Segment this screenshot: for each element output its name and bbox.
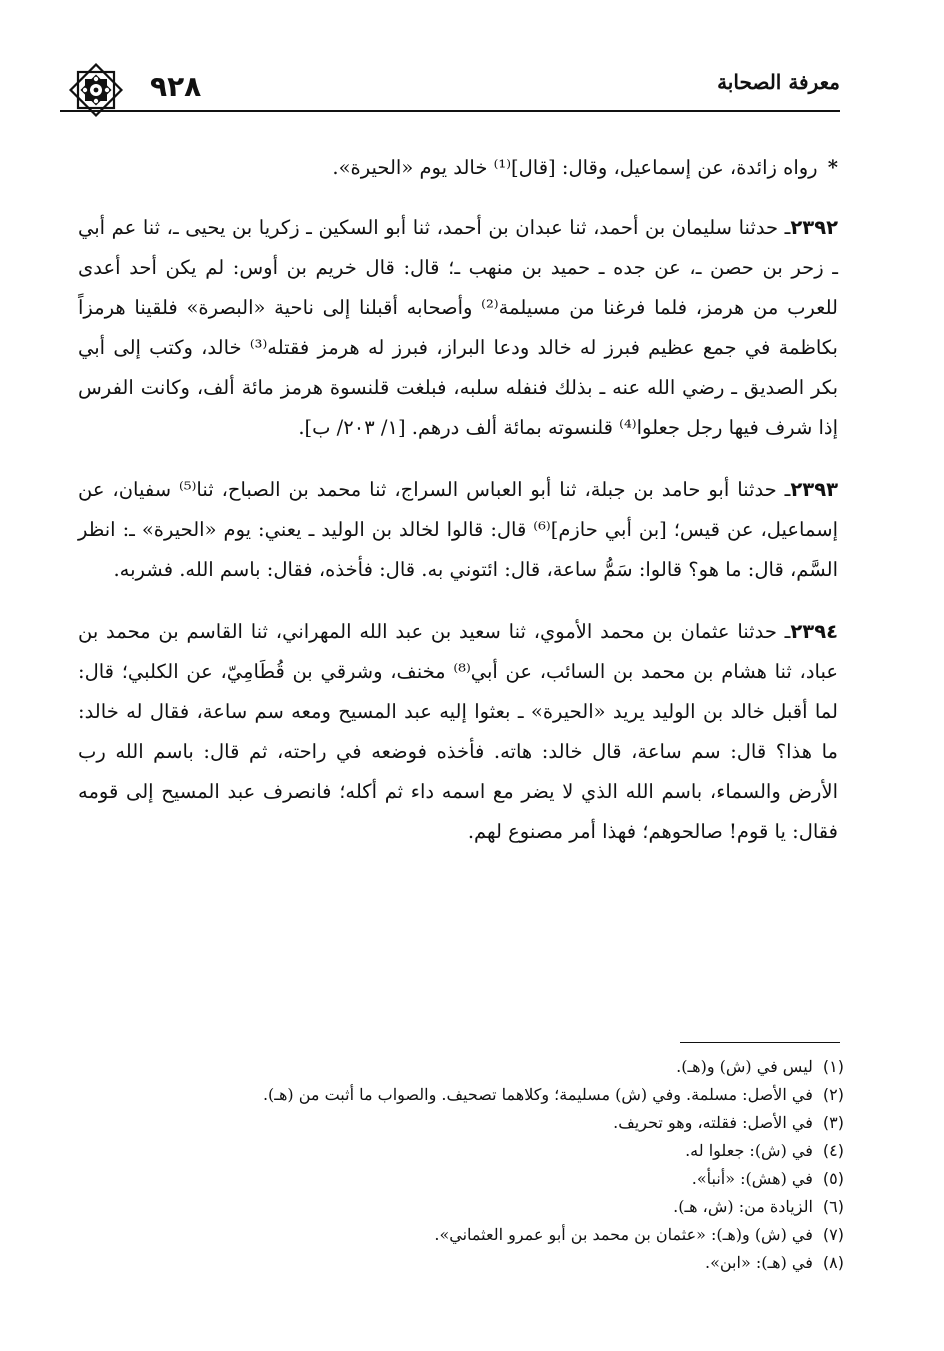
footnote-mark: (١) [822,1057,844,1076]
footnote-mark: (٥) [822,1169,844,1188]
footnote [84,1193,844,1221]
footnote-mark: (٤) [822,1141,844,1160]
hadith-number: ٢٣٩٣ [790,478,838,501]
hadith-paragraph [78,612,838,852]
footnote-mark: (٢) [822,1085,844,1104]
hadith-number: ٢٣٩٢ [790,216,838,239]
intro-note [78,148,838,188]
footnote-text: ليس في (ش) و(هـ). [676,1057,813,1076]
page-number: ٩٢٨ [150,70,202,103]
footnote-text: في (ش): جعلوا له. [685,1141,813,1160]
hadith-paragraph [78,208,838,448]
footnote-text: في الأصل: مسلمة. وفي (ش) مسليمة؛ وكلاهما تصحيف. والصواب ما أثبت من (هـ). [262,1085,813,1104]
footnote-mark: (٧) [822,1225,844,1244]
footnotes [84,1053,844,1277]
footnote [84,1137,844,1165]
footnote-text: في (هش): «أنبأ». [691,1169,813,1188]
footnote-mark: (٣) [822,1113,844,1132]
hadith-paragraph [78,470,838,590]
hadith-text: ـ حدثنا أبو حامد بن جبلة، ثنا أبو العباس السراج، ثنا محمد بن الصباح، ثنا⁽⁵⁾ سفيان، عن إسماعيل، عن قيس؛ [بن أبي حازم]⁽⁶⁾ قال: قالوا لخالد بن الوليد ـ يعني: يوم «الحيرة» ـ: انظر السَّم، قال: ما هو؟ قالوا: سَمُّ ساعة، قال: ائتوني به. قال: فأخذه، فقال: باسم الله. فشربه. [78,478,838,581]
hadith-text: ـ حدثنا عثمان بن محمد الأموي، ثنا سعيد بن عبد الله المهراني، ثنا القاسم بن محمد بن عباد، ثنا هشام بن محمد بن السائب، عن أبي⁽⁸⁾ مخنف، وشرقي بن قُطَامِيّ، عن الكلبي؛ قال: لما أقبل خالد بن الوليد يريد «الحيرة» ـ بعثوا إليه عبد المسيح ومعه سم ساعة، فقال له خالد: ما هذا؟ قال: سم ساعة، قال خالد: هاته. فأخذه فوضعه في راحته، ثم قال: باسم الله رب الأرض والسماء، باسم الله الذي لا يضر مع اسمه داء ثم أكله؛ فانصرف عبد المسيح إلى قومه فقال: يا قوم! صالحوهم؛ فهذا أمر مصنوع لهم. [78,620,839,843]
running-title: معرفة الصحابة [717,70,840,94]
footnote [84,1109,844,1137]
footnote-rule [680,1042,840,1043]
footnote-text: في (ش) و(هـ): «عثمان بن محمد بن أبو عمرو العثماني». [434,1225,813,1244]
footnote [84,1053,844,1081]
footnote [84,1165,844,1193]
star-marker: * [827,156,838,179]
hadith-text: ـ حدثنا سليمان بن أحمد، ثنا عبدان بن أحمد، ثنا أبو السكين ـ زكريا بن يحيى ـ، ثنا عم أبي ـ زحر بن حصن ـ، عن جده ـ حميد بن منهب ـ؛ قال: قال خريم بن أوس: لم يكن أحد أعدى للعرب من هرمز، فلما فرغنا من مسيلمة⁽²⁾ وأصحابه أقبلنا إلى ناحية «البصرة» فلقينا هرمزاً بكاظمة في جمع عظيم فبرز له خالد ودعا البراز، فبرز له هرمز فقتله⁽³⁾ خالد، وكتب إلى أبي بكر الصديق ـ رضي الله عنه ـ بذلك فنفله سلبه، فبلغت قلنسوة هرمز مائة ألف، وكانت الفرس إذا شرف فيها رجل جعلوا⁽⁴⁾ قلنسوته بمائة ألف درهم. [١/ ٢٠٣/ ب]. [78,216,839,439]
footnote-mark: (٦) [822,1197,844,1216]
hadith-number: ٢٣٩٤ [790,620,838,643]
page-header [60,68,840,108]
footnote [84,1221,844,1249]
intro-text: رواه زائدة، عن إسماعيل، وقال: [قال]⁽¹⁾ خالد يوم «الحيرة». [332,156,818,179]
footnote-text: الزيادة من: (ش، هـ). [673,1197,813,1216]
footnote-text: في (هـ): «ابن». [705,1253,813,1272]
header-rule [60,110,840,112]
footnote-text: في الأصل: فقلته، وهو تحريف. [613,1113,813,1132]
main-text [78,148,838,874]
footnote [84,1249,844,1277]
footnote [84,1081,844,1109]
footnote-mark: (٨) [822,1253,844,1272]
